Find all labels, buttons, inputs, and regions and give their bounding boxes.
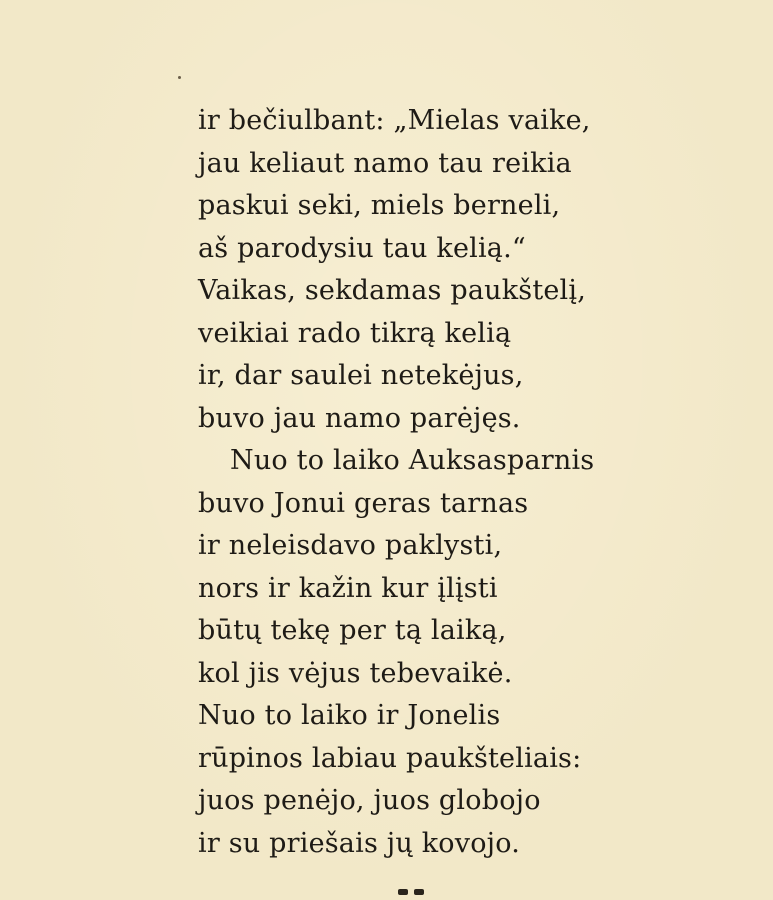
text-line: aš parodysiu tau kelią.“ xyxy=(198,232,526,264)
text-line: ir, dar saulei netekėjus, xyxy=(198,360,524,391)
text-line: veikiai rado tikrą kelią xyxy=(198,317,512,349)
text-line: Nuo to laiko ir Jonelis xyxy=(198,700,501,731)
text-line: ir neleisdavo paklysti, xyxy=(198,530,503,561)
text-line-indented: Nuo to laiko Auksasparnis xyxy=(230,445,595,476)
text-line: ir bečiulbant: „Mielas vaike, xyxy=(198,105,591,136)
poem-text xyxy=(198,100,668,865)
text-line: kol jis vėjus tebevaikė. xyxy=(198,657,513,689)
page-number-fragment xyxy=(398,889,430,895)
text-line: buvo Jonui geras tarnas xyxy=(198,487,529,519)
page-number-mark xyxy=(398,889,408,895)
text-line: juos penėjo, juos globojo xyxy=(198,785,541,816)
text-line: ir su priešais jų kovojo. xyxy=(198,827,520,859)
text-line: nors ir kažin kur įlįsti xyxy=(198,572,498,604)
paper-speck xyxy=(178,76,181,79)
text-line: būtų tekę per tą laiką, xyxy=(198,615,507,646)
text-line: Vaikas, sekdamas paukštelį, xyxy=(198,275,587,306)
text-line: jau keliaut namo tau reikia xyxy=(198,147,572,179)
text-line: rūpinos labiau paukšteliais: xyxy=(198,742,582,774)
text-line: buvo jau namo parėjęs. xyxy=(198,402,521,434)
page-number-mark xyxy=(414,889,424,895)
text-line: paskui seki, miels berneli, xyxy=(198,190,561,221)
